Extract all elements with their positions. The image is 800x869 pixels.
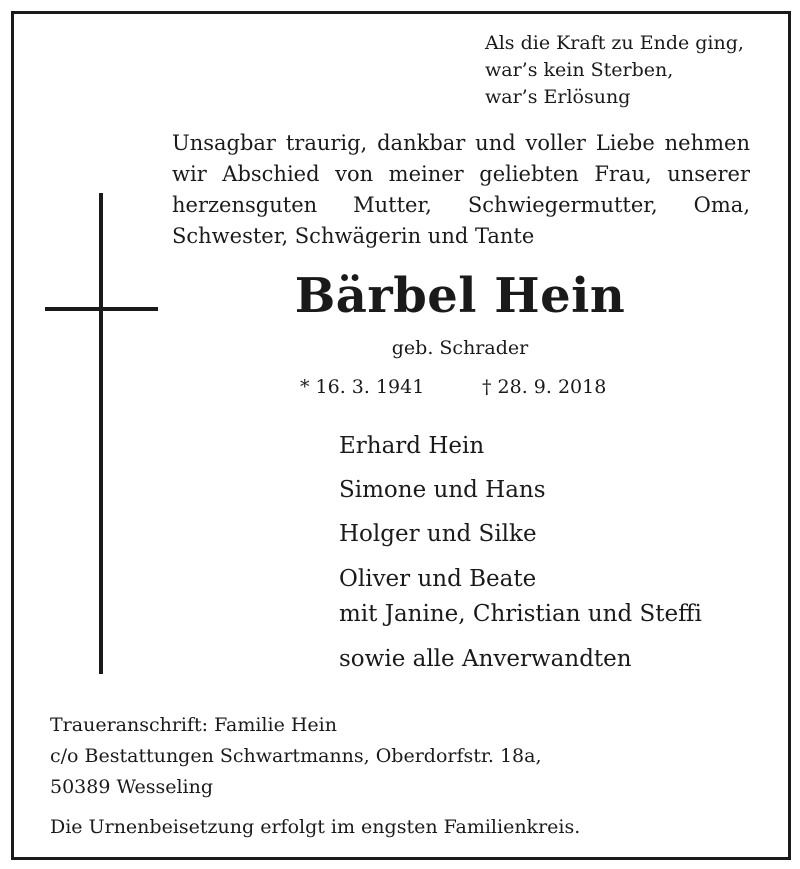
intro-line: Schwester, Schwägerin und Tante [172,224,535,248]
birth-date: * 16. 3. 1941 [300,376,425,398]
poem-line: Als die Kraft zu Ende ging, [485,32,744,54]
birth-name: geb. Schrader [391,337,529,359]
memorial-poem [485,30,785,111]
mourner-item: Holger und Silke [339,521,537,547]
mourner-item: Erhard Hein [339,433,485,459]
deceased-name: Bärbel Hein [294,268,626,324]
mourner-item: Oliver und Beate [339,566,537,592]
cross-icon-bar [45,307,158,311]
burial-note: Die Urnenbeisetzung erfolgt im engsten Familienkreis. [50,816,581,838]
intro-text [172,128,750,252]
mourner-item: sowie alle Anverwandten [339,646,632,672]
cross-icon [99,193,103,674]
mourner-item: mit Janine, Christian und Steffi [339,601,702,627]
intro-line: Unsagbar traurig, dankbar und voller Liebe nehmen [172,131,750,155]
intro-line: wir Abschied von meiner geliebten Frau, unserer [172,162,750,186]
address-line: Traueranschrift: Familie Hein [50,714,337,736]
mourner-item: Simone und Hans [339,477,546,503]
death-date: † 28. 9. 2018 [482,376,607,398]
poem-line: war’s Erlösung [485,86,631,108]
address-line: 50389 Wesseling [50,776,214,798]
intro-line: herzensguten Mutter, Schwiegermutter, Oma, [172,193,750,217]
poem-line: war’s kein Sterben, [485,59,674,81]
address-line: c/o Bestattungen Schwartmanns, Oberdorfstr. 18a, [50,745,542,767]
mourning-address [50,710,750,803]
